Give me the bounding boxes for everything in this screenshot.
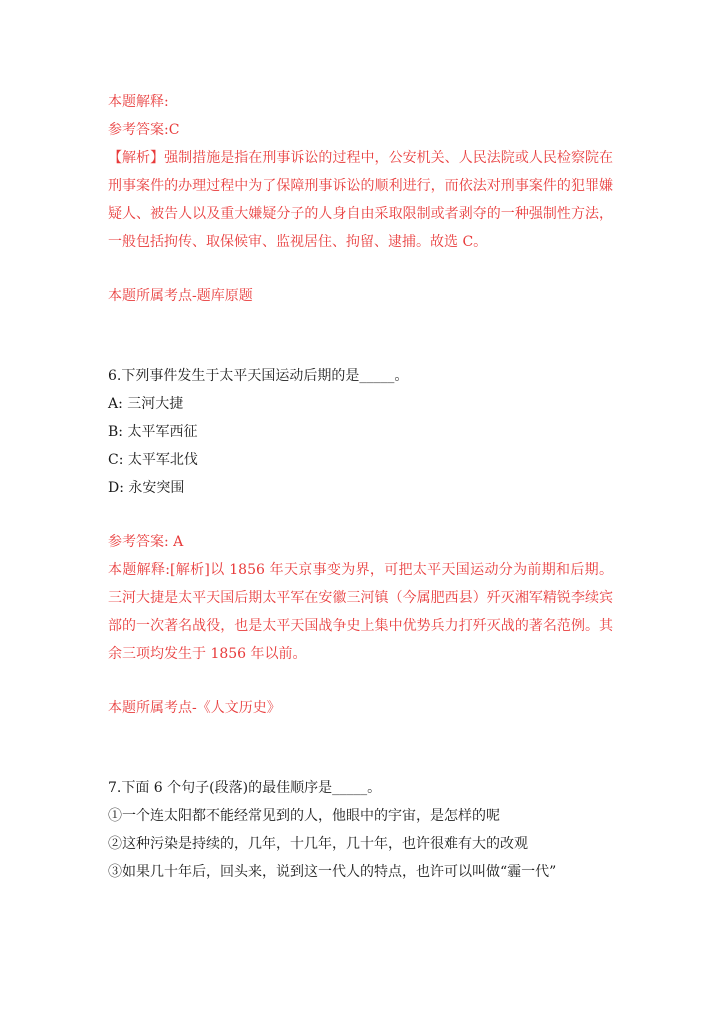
- option-c: C: 太平军北伐: [108, 452, 198, 468]
- option-d: D: 永安突围: [108, 480, 185, 496]
- explanation-label: 本题解释:: [108, 94, 169, 110]
- question-7: [108, 774, 613, 886]
- analysis-text: 【解析】强制措施是指在刑事诉讼的过程中，公安机关、人民法院或人民检察院在刑事案件的办理过程中为了保障刑事诉讼的顺利进行，而依法对刑事案件的犯罪嫌疑人、被告人以及重大嫌疑分子的人身自由采取限制或者剥夺的一种强制性方法，一般包括拘传、取保候审、监视居住、拘留、逮捕。故选 C。: [108, 150, 613, 250]
- option-a: A: 三河大捷: [108, 396, 184, 412]
- question-text: 7.下面 6 个句子(段落)的最佳顺序是_____。: [108, 780, 382, 796]
- question-text: 6.下列事件发生于太平天国运动后期的是_____。: [108, 368, 409, 384]
- topic-label: 本题所属考点-《人文历史》: [108, 700, 281, 716]
- question-5-solution: [108, 88, 613, 310]
- question-6: [108, 362, 613, 722]
- reference-answer: 参考答案:C: [108, 122, 180, 138]
- sentence-3: ③如果几十年后，回头来，说到这一代人的特点，也许可以叫做“霾一代”: [108, 864, 557, 880]
- analysis-text: 本题解释:[解析]以 1856 年天京事变为界，可把太平天国运动分为前期和后期。三河大捷是太平天国后期太平军在安徽三河镇（今属肥西县）歼灭湘军精锐李续宾部的一次著名战役，也是太平天国战争史上集中优势兵力打歼灭战的著名范例。其余三项均发生于 1856 年以前。: [108, 562, 613, 662]
- option-b: B: 太平军西征: [108, 424, 198, 440]
- document-page: [108, 88, 613, 886]
- sentence-1: ①一个连太阳都不能经常见到的人，他眼中的宇宙，是怎样的呢: [108, 808, 500, 824]
- topic-label: 本题所属考点-题库原题: [108, 288, 253, 304]
- sentence-2: ②这种污染是持续的，几年，十几年，几十年，也许很难有大的改观: [108, 836, 528, 852]
- reference-answer: 参考答案: A: [108, 534, 184, 550]
